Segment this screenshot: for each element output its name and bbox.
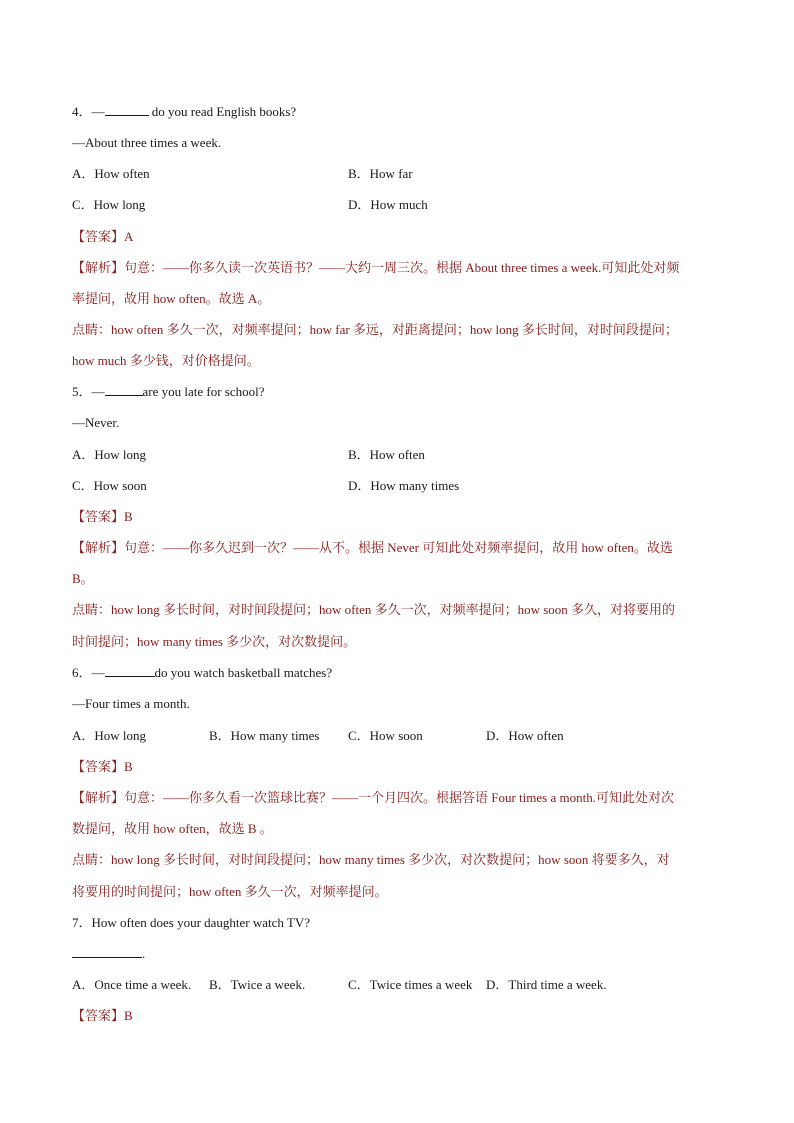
question-6-analysis-line-1: 【解析】句意：——你多久看一次篮球比赛？——一个月四次。根据答语 Four times a month.可知此处对次 [72,790,674,805]
question-6-option-d: D．How often [486,728,564,743]
answer-blank [105,383,143,396]
question-5-option-b: B．How often [348,447,425,462]
question-5-tip-line-1: 点睛：how long 多长时间，对时间段提问；how often 多久一次，对频率提问；how soon 多久，对将要用的 [72,602,676,617]
question-4-option-d: D．How much [348,197,428,212]
question-6-tip-line-2: 将要用的时间提问；how often 多久一次，对频率提问。 [72,884,388,899]
question-6-reply: —Four times a month. [72,696,190,711]
question-4-tip-line-1: 点睛：how often 多久一次，对频率提问；how far 多远，对距离提问；how long 多长时间，对时间段提问； [72,322,678,337]
question-6-option-b: B．How many times [209,728,320,743]
question-5-answer: 【答案】B [72,509,133,524]
question-5-option-a: A．How long [72,447,147,462]
question-5-tip-line-2: 时间提问；how many times 多少次，对次数提问。 [72,634,357,649]
question-7-option-b: B．Twice a week. [209,977,306,992]
question-7-answer: 【答案】B [72,1008,133,1023]
question-5-analysis-line-2: B。 [72,571,94,586]
question-5-option-d: D．How many times [348,478,460,493]
question-4-option-a: A．How often [72,166,150,181]
question-7-option-a: A．Once time a week. [72,977,192,992]
question-6-option-a: A．How long [72,728,147,743]
question-4-option-c: C．How long [72,197,146,212]
question-6-tip-line-1: 点睛：how long 多长时间，对时间段提问；how many times 多少次，对次数提问；how soon 将要多久，对 [72,852,670,867]
question-4-analysis-line-2: 率提问，故用 how often。故选 A。 [72,291,271,306]
question-7-option-c: C．Twice times a week [348,977,473,992]
question-4-tip-line-2: how much 多少钱，对价格提问。 [72,353,260,368]
answer-blank [105,103,149,116]
answer-blank [105,664,155,677]
question-5-stem: 5．— are you late for school? [72,384,265,399]
question-7-reply: . [72,945,145,963]
answer-blank [72,945,142,958]
question-5-reply: —Never. [72,415,120,430]
question-6-stem: 6．— do you watch basketball matches? [72,665,333,680]
question-5-analysis-line-1: 【解析】句意：——你多久迟到一次？——从不。根据 Never 可知此处对频率提问，故用 how often。故选 [72,540,673,555]
question-4-analysis-line-1: 【解析】句意：——你多久读一次英语书？——大约一周三次。根据 About three times a week.可知此处对频 [72,260,680,275]
question-4-stem: 4．— do you read English books? [72,104,297,119]
question-5-option-c: C．How soon [72,478,147,493]
question-4-answer: 【答案】A [72,229,134,244]
question-4-option-b: B．How far [348,166,413,181]
question-6-analysis-line-2: 数提问，故用 how often，故选 B 。 [72,821,273,836]
question-7-option-d: D．Third time a week. [486,977,607,992]
question-6-answer: 【答案】B [72,759,133,774]
question-6-option-c: C．How soon [348,728,423,743]
question-4-reply: —About three times a week. [72,135,222,150]
question-7-stem: 7．How often does your daughter watch TV? [72,915,311,930]
